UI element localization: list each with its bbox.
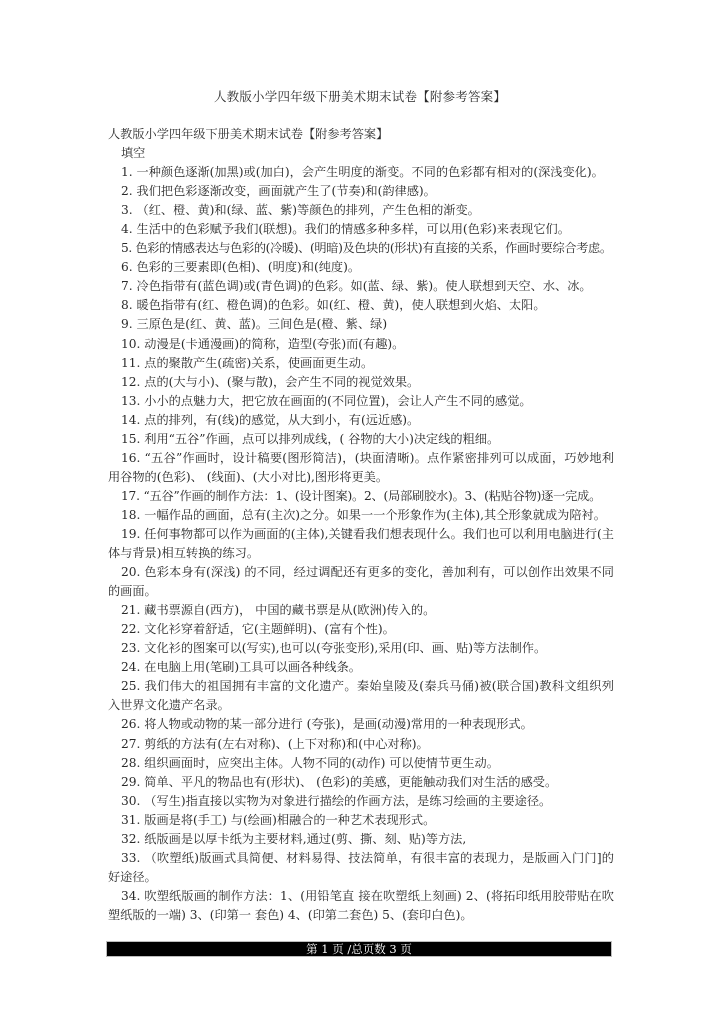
page-title: 人教版小学四年级下册美术期末试卷【附参考答案】 — [213, 89, 507, 104]
question-item: 19. 任何事物都可以作为画面的(主体),关键看我们想表现什么。我们也可以利用电脑进行(主体与背景)相互转换的练习。 — [108, 526, 614, 561]
page-footer-bar — [106, 941, 612, 957]
question-item: 5. 色彩的情感表达与色彩的(冷暖)、(明暗)及色块的(形状)有直接的关系，作画时要综合考虑。 — [121, 241, 612, 256]
document-body — [108, 125, 614, 925]
question-item: 11. 点的聚散产生(疏密)关系，使画面更生动。 — [121, 355, 374, 370]
section-label: 填空 — [121, 146, 146, 161]
question-item: 29. 简单、平凡的物品也有(形状)、 (色彩)的美感，更能触动我们对生活的感受。 — [121, 774, 558, 789]
question-item: 12. 点的(大与小)、(聚与散)，会产生不同的视觉效果。 — [121, 374, 420, 389]
question-item: 7. 冷色指带有(蓝色调)或(青色调)的色彩。如(蓝、绿、紫)。使人联想到天空、水、冰。 — [121, 279, 592, 294]
question-item: 1. 一种颜色逐渐(加黑)或(加白)，会产生明度的渐变。不同的色彩都有相对的(深浅变化)。 — [121, 165, 604, 180]
question-item: 25. 我们伟大的祖国拥有丰富的文化遗产。秦始皇陵及(秦兵马俑)被(联合国)教科文组织列入世界文化遗产名录。 — [108, 679, 614, 713]
document-heading: 人教版小学四年级下册美术期末试卷【附参考答案】 — [108, 127, 389, 141]
question-item: 22. 文化衫穿着舒适，它(主题鲜明)、(富有个性)。 — [121, 622, 395, 637]
question-item: 18. 一幅作品的画面，总有(主次)之分。如果一一个形象作为(主体),其仝形象就成为陪衬。 — [121, 507, 606, 522]
question-item: 13. 小小的点魅力大，把它放在画面的(不同位置)，会让人产生不同的感觉。 — [121, 393, 532, 408]
question-item: 15. 利用“五谷”作画，点可以排列成线，( 谷物的大小)决定线的粗细。 — [121, 431, 500, 446]
question-item: 3. （红、橙、黄)和(绿、蓝、紫)等颜色的排列，产生色相的渐变。 — [121, 203, 480, 218]
question-item: 9. 三原色是(红、黄、蓝)。三间色是(橙、紫、绿) — [121, 317, 388, 332]
question-item: 10. 动漫是(卡通漫画)的简称，造型(夸张)而(有趣)。 — [121, 336, 405, 351]
question-item: 4. 生活中的色彩赋予我们(联想)。我们的情感多种多样，可以用(色彩)来表现它们。 — [121, 222, 570, 237]
question-item: 24. 在电脑上用(笔刷)工具可以画各种线条。 — [121, 660, 361, 675]
question-item: 2. 我们把色彩逐渐改变，画面就产生了(节奏)和(韵律感)。 — [121, 184, 436, 199]
question-item: 8. 暖色指带有(红、橙色调)的色彩。如(红、橙、黄)，使人联想到火焰、太阳。 — [121, 298, 546, 313]
question-item: 34. 吹塑纸版画的制作方法：1、(用铅笔直 接在吹塑纸上刻画) 2、(将拓印纸用胶带贴在吹塑纸版的一端) 3、(印第一 套色) 4、(印第二套色) 5、(套印白色)。 — [108, 888, 614, 922]
question-item: 27. 剪纸的方法有(左右对称)、(上下对称)和(中心对称)。 — [121, 736, 429, 751]
question-item: 30. （写生)指直接以实物为对象进行描绘的作画方法，是练习绘画的主要途径。 — [121, 793, 552, 808]
question-item: 23. 文化衫的图案可以(写实),也可以(夸张变形),采用(印、画、贴)等方法制作。 — [121, 641, 547, 656]
question-item: 28. 组织画面时，应突出主体。人物不同的(动作) 可以使情节更生动。 — [121, 755, 499, 770]
question-item: 31. 版画是将(手工) 与(绘画)相融合的一种艺术表现形式。 — [121, 812, 436, 827]
question-item: 32. 纸版画是以厚卡纸为主要材料,通过(剪、撕、刻、贴)等方法, — [121, 831, 467, 846]
question-item: 26. 将人物或动物的某一部分进行 (夸张)，是画(动漫)常用的一种表现形式。 — [121, 717, 533, 732]
question-item: 20. 色彩本身有(深浅) 的不同，经过调配还有更多的变化，善加利有，可以创作出效果不同的画面。 — [108, 565, 614, 599]
question-item: 33. （吹塑纸)版画式具简便、材料易得、技法简单，有很丰富的表现力，是版画入门门]的好途径。 — [108, 850, 614, 884]
question-item: 14. 点的排列，有(线)的感觉，从大到小，有(远近感)。 — [121, 412, 420, 427]
page-indicator: 第 1 页 /总页数 3 页 — [306, 942, 412, 956]
question-item: 16. “五谷”作画时，设计稿要(图形简洁)，(块面清晰)。点作紧密排列可以成面，巧妙地利用谷物的(色彩)、 (线面)、(大小对比),图形将更美。 — [108, 450, 614, 484]
question-item: 21. 藏书票源自(西方)， 中国的藏书票是从(欧洲)传入的。 — [121, 603, 436, 618]
question-item: 17. “五谷”作画的制作方法：1、(设计图案)。2、(局部刷胶水)。3、(粘贴谷物)逐一完成。 — [121, 488, 602, 503]
question-item: 6. 色彩的三要素即(色相)、(明度)和(纯度)。 — [121, 260, 361, 275]
